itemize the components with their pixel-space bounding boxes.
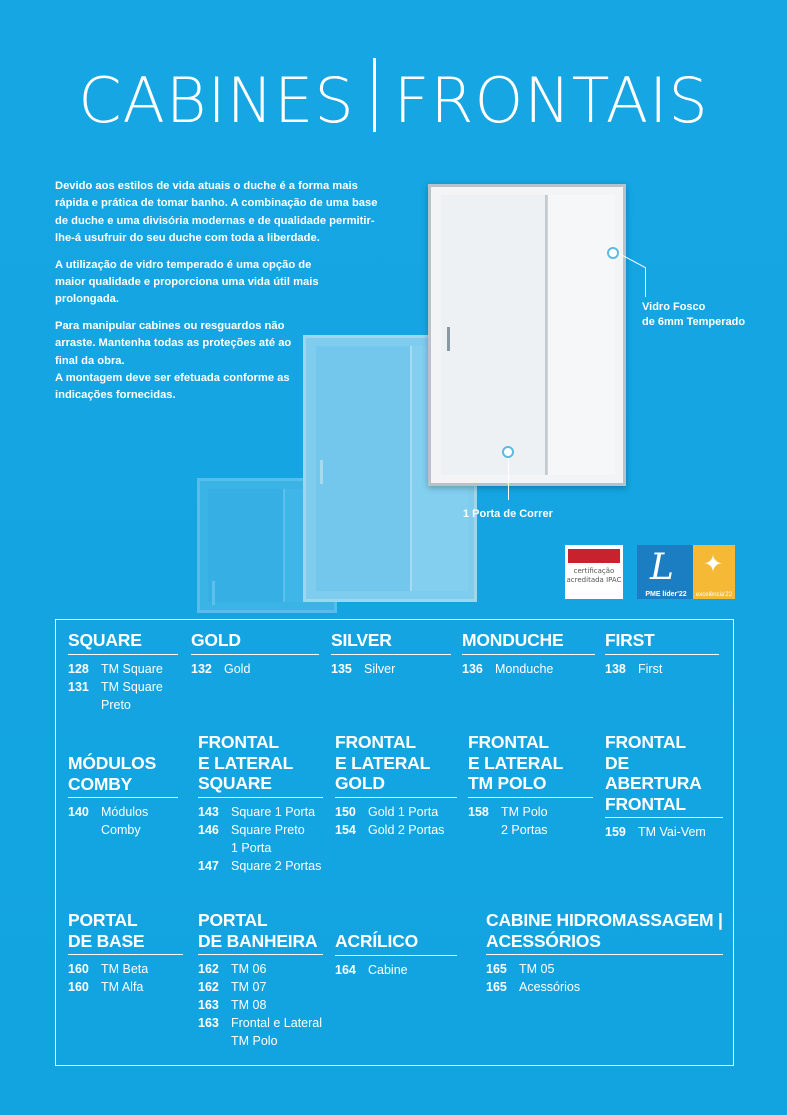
section-heading [68, 753, 178, 798]
product-name [231, 996, 266, 1014]
page-number: 163 [198, 998, 219, 1012]
door-callout-line [508, 458, 509, 500]
title-right: FRONTAIS [393, 64, 709, 137]
section-heading-line: CABINE HIDROMASSAGEM | [486, 910, 723, 930]
catalog-item [198, 996, 323, 1014]
section-heading-line: DE ABERTURA [605, 752, 702, 793]
product-name [231, 978, 266, 996]
catalog-item [198, 1014, 323, 1050]
page-number: 140 [68, 805, 89, 819]
section-heading-line: E LATERAL [468, 752, 564, 773]
catalog-item [335, 961, 457, 979]
section-heading [486, 910, 723, 955]
catalog-section-fl-tmpolo [468, 732, 593, 839]
page-number: 136 [462, 661, 483, 676]
section-heading-line: FRONTAL [335, 732, 416, 752]
product-name [368, 803, 438, 821]
product-name-line: Gold 1 Porta [368, 804, 439, 819]
door-callout-label: 1 Porta de Correr [463, 508, 553, 520]
product-name-line: Monduche [495, 661, 554, 676]
catalog-item [605, 823, 723, 841]
catalog-item [198, 803, 323, 821]
section-heading-line: COMBY [68, 773, 133, 794]
product-name-line: Square Preto [231, 822, 305, 837]
product-name-line: Square 1 Porta [231, 804, 316, 819]
page-number: 165 [486, 962, 507, 976]
product-name-line: Módulos [101, 805, 149, 819]
page-number: 158 [468, 804, 489, 819]
section-heading [68, 910, 183, 955]
product-name [231, 960, 266, 978]
product-name [231, 857, 321, 875]
section-heading-line: DE BASE [68, 930, 145, 951]
product-name [224, 660, 250, 678]
product-name [231, 821, 305, 857]
catalog-section-gold [191, 630, 319, 678]
section-heading-line: DE BANHEIRA [198, 930, 318, 951]
page-number: 159 [605, 825, 626, 839]
section-heading-line: MONDUCHE [462, 630, 564, 650]
certification-logo: certificação acreditada IPAC [565, 545, 623, 599]
product-name-line: TM Polo [501, 804, 548, 819]
catalog-section-silver [331, 630, 451, 678]
section-heading [335, 931, 457, 956]
page-number: 128 [68, 661, 89, 676]
product-name-line: TM Square [101, 679, 163, 694]
product-name-line: Acessórios [519, 980, 581, 994]
page-number: 131 [68, 679, 89, 694]
product-name-line: Square 2 Portas [231, 858, 322, 873]
section-heading [198, 910, 323, 955]
pme-excelencia-logo: ✦ excelência'22 [693, 545, 735, 599]
section-heading [335, 732, 457, 798]
catalog-section-fl-gold [335, 732, 457, 839]
product-name-line: TM 06 [231, 962, 267, 976]
section-heading-line: FRONTAL [605, 793, 686, 814]
product-name [101, 803, 148, 839]
catalog-index [55, 619, 734, 1066]
product-name-line: TM 05 [519, 962, 555, 976]
page-number: 147 [198, 858, 219, 873]
section-heading-line: FIRST [605, 630, 655, 650]
section-heading [605, 630, 719, 655]
section-heading-line: SQUARE [198, 773, 272, 793]
section-heading [605, 732, 723, 818]
page-number: 160 [68, 980, 89, 994]
page-number: 163 [198, 1016, 219, 1030]
page-number: 154 [335, 822, 356, 837]
product-name-line: Gold [224, 661, 251, 676]
catalog-section-first [605, 630, 719, 678]
catalog-item [335, 803, 457, 821]
section-heading [198, 732, 323, 798]
intro-paragraph: Para manipular cabines ou resguardos não arraste. Mantenha todas as proteções até ao final da obra. A montagem deve ser efetuada conforme as indicações fornecidas. [55, 319, 292, 402]
product-name-line: Frontal e Lateral [231, 1016, 323, 1030]
product-name-line: Silver [364, 661, 396, 676]
catalog-section-fl-square [198, 732, 323, 875]
catalog-item [198, 978, 323, 996]
section-heading-line: E LATERAL [198, 752, 294, 773]
catalog-item [198, 857, 323, 875]
section-heading-line: PORTAL [68, 910, 138, 930]
product-name [101, 678, 163, 714]
catalog-item [191, 660, 319, 678]
page-number: 146 [198, 822, 219, 837]
section-heading-line: ACRÍLICO [335, 931, 418, 951]
page-number: 132 [191, 661, 212, 676]
page-number: 160 [68, 962, 89, 976]
catalog-item [198, 821, 323, 857]
product-name-line: Cabine [368, 962, 408, 977]
catalog-section-portal-base [68, 910, 183, 996]
section-heading [331, 630, 451, 655]
product-name [519, 978, 580, 996]
page-number: 150 [335, 804, 356, 819]
catalog-section-acrilico [335, 931, 457, 979]
product-name-line: TM 08 [231, 998, 267, 1012]
section-heading-line: MÓDULOS [68, 753, 157, 773]
catalog-item [68, 960, 183, 978]
section-heading-line: FRONTAL [198, 732, 279, 752]
section-heading-line: E LATERAL [335, 752, 431, 773]
section-heading-line: GOLD [191, 630, 241, 650]
product-name-line: TM 07 [231, 980, 267, 994]
product-name [231, 803, 315, 821]
page-number: 143 [198, 804, 219, 819]
product-name [495, 660, 553, 678]
catalog-item [198, 960, 323, 978]
page-number: 135 [331, 661, 352, 676]
section-heading-line: SILVER [331, 630, 392, 650]
title-left: CABINES [78, 64, 355, 137]
door-callout-dot [502, 446, 514, 458]
page-number: 165 [486, 980, 507, 994]
catalog-item [68, 678, 178, 714]
section-heading [191, 630, 319, 655]
catalog-item [486, 978, 723, 996]
section-heading-line: ACESSÓRIOS [486, 930, 601, 951]
catalog-item [331, 660, 451, 678]
page-number: 162 [198, 962, 219, 976]
catalog-section-hidro [486, 910, 723, 996]
section-heading [468, 732, 593, 798]
product-name [368, 821, 444, 839]
product-name-line: Comby [101, 823, 141, 837]
section-heading-line: GOLD [335, 773, 385, 793]
catalog-item [68, 660, 178, 678]
page-number: 138 [605, 661, 626, 676]
product-name [231, 1014, 322, 1050]
product-name-line: TM Alfa [101, 980, 144, 994]
product-name-line: 1 Porta [231, 840, 272, 855]
page-number: 164 [335, 962, 356, 977]
product-name-line: Preto [101, 697, 131, 712]
product-name [638, 823, 706, 841]
catalog-section-square [68, 630, 178, 714]
glass-callout-line [645, 267, 646, 297]
catalog-item [468, 803, 593, 839]
product-name [101, 960, 148, 978]
catalog-item [68, 803, 178, 839]
catalog-item [335, 821, 457, 839]
product-name [501, 803, 548, 839]
catalog-item [68, 978, 183, 996]
catalog-section-monduche [462, 630, 595, 678]
section-heading-line: FRONTAL [605, 732, 686, 752]
product-name [368, 961, 408, 979]
page-number: 162 [198, 980, 219, 994]
intro-paragraph: Devido aos estilos de vida atuais o duche é a forma mais rápida e prática de tomar banho. A combinação de uma base de duche e uma divisória modernas e de qualidade permitir-lhe-á usufruir do seu duche com toda a liberdade. [55, 180, 378, 245]
shower-door-frosted [428, 184, 626, 486]
intro-paragraph: A utilização de vidro temperado é uma opção de maior qualidade e proporciona uma vida útil mais prolongada. [55, 258, 319, 306]
product-name-line: First [638, 661, 663, 676]
glass-callout-label: Vidro Fosco de 6mm Temperado [642, 301, 746, 328]
catalog-section-modulos [68, 753, 178, 839]
product-name [101, 660, 163, 678]
catalog-item [462, 660, 595, 678]
product-name [519, 960, 554, 978]
product-name-line: 2 Portas [501, 822, 548, 837]
section-heading-line: FRONTAL [468, 732, 549, 752]
product-name-line: TM Vai-Vem [638, 825, 706, 839]
section-heading [68, 630, 178, 655]
product-name-line: TM Beta [101, 962, 149, 976]
product-name-line: TM Polo [231, 1034, 278, 1048]
catalog-item [486, 960, 723, 978]
catalog-section-portal-banheira [198, 910, 323, 1050]
section-heading-line: PORTAL [198, 910, 268, 930]
product-name [364, 660, 395, 678]
pme-lider-logo: L PME líder'22 [637, 545, 695, 599]
product-name-line: Gold 2 Portas [368, 822, 445, 837]
catalog-section-f-abertura [605, 732, 723, 841]
product-name [101, 978, 143, 996]
section-heading-line: TM POLO [468, 773, 547, 793]
section-heading [462, 630, 595, 655]
glass-callout-dot [607, 247, 619, 259]
product-name-line: TM Square [101, 661, 163, 676]
catalog-item [605, 660, 719, 678]
product-name [638, 660, 662, 678]
section-heading-line: SQUARE [68, 630, 142, 650]
